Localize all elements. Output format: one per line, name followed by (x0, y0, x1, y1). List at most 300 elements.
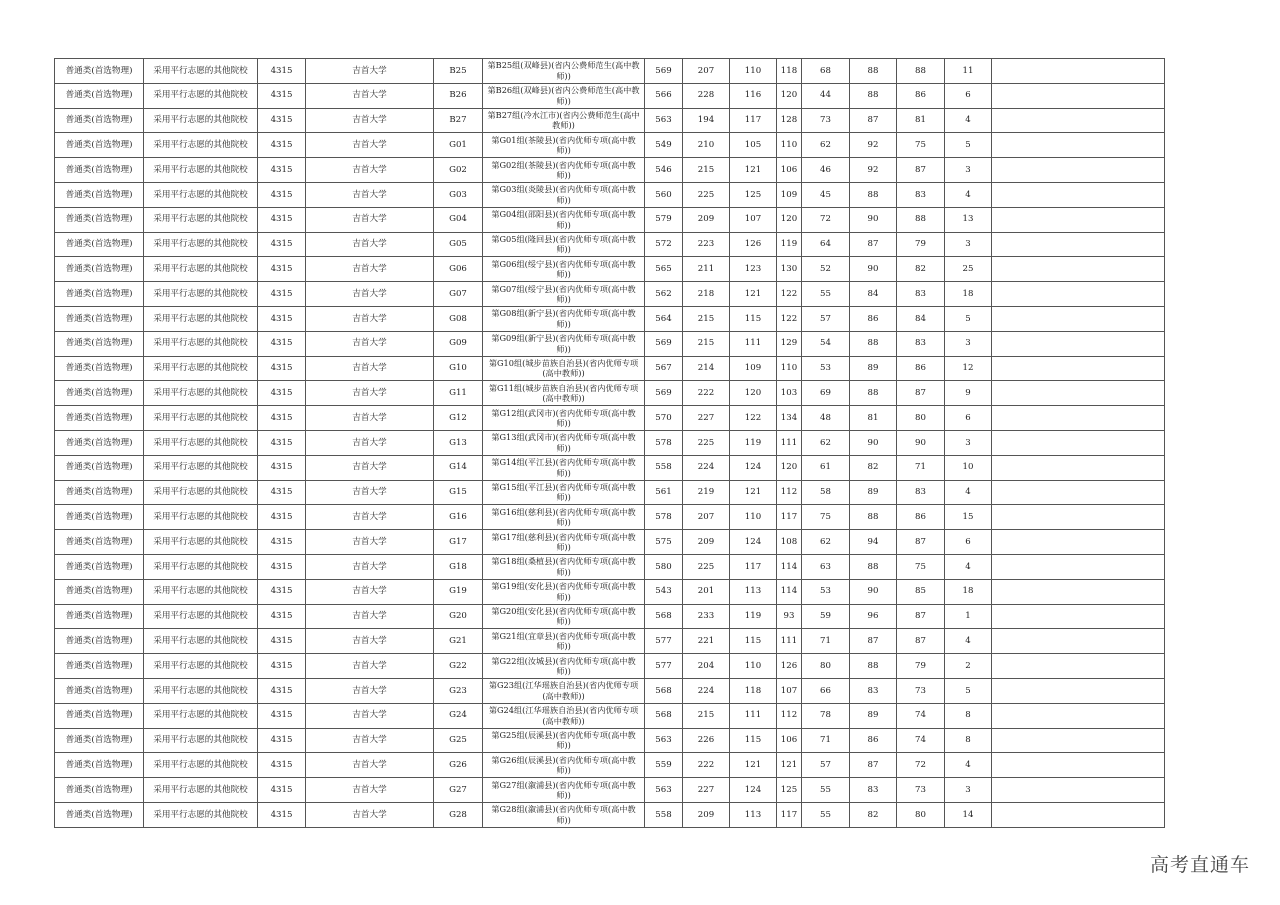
empty-cell (992, 430, 1165, 455)
school-name-cell: 吉首大学 (306, 430, 434, 455)
group-code-cell: G10 (434, 356, 483, 381)
score-cell: 11 (945, 59, 992, 84)
group-code-cell: G14 (434, 455, 483, 480)
school-code-cell: 4315 (258, 133, 306, 158)
score-cell: 117 (777, 505, 802, 530)
group-name-cell: 第G23组(江华瑶族自治县)(省内优师专项(高中教师)) (483, 678, 645, 703)
score-cell: 90 (850, 207, 897, 232)
table-row (55, 356, 1165, 381)
table-body (55, 59, 1165, 828)
school-name-cell: 吉首大学 (306, 158, 434, 183)
batch-cell: 采用平行志愿的其他院校 (144, 455, 258, 480)
school-name-cell: 吉首大学 (306, 505, 434, 530)
score-cell: 118 (730, 678, 777, 703)
school-code-cell: 4315 (258, 406, 306, 431)
group-code-cell: G13 (434, 430, 483, 455)
score-cell: 109 (777, 182, 802, 207)
score-cell: 119 (730, 430, 777, 455)
score-cell: 75 (897, 133, 945, 158)
table-row (55, 83, 1165, 108)
school-name-cell: 吉首大学 (306, 778, 434, 803)
group-name-cell: 第G26组(辰溪县)(省内优师专项(高中教师)) (483, 753, 645, 778)
category-cell: 普通类(首选物理) (55, 306, 144, 331)
score-cell: 55 (802, 802, 850, 827)
group-name-cell: 第G25组(辰溪县)(省内优师专项(高中教师)) (483, 728, 645, 753)
score-cell: 73 (897, 678, 945, 703)
school-name-cell: 吉首大学 (306, 728, 434, 753)
score-cell: 89 (850, 480, 897, 505)
category-cell: 普通类(首选物理) (55, 579, 144, 604)
school-name-cell: 吉首大学 (306, 306, 434, 331)
table-row (55, 554, 1165, 579)
school-code-cell: 4315 (258, 629, 306, 654)
score-cell: 112 (777, 480, 802, 505)
group-name-cell: 第G27组(溆浦县)(省内优师专项(高中教师)) (483, 778, 645, 803)
empty-cell (992, 381, 1165, 406)
school-code-cell: 4315 (258, 703, 306, 728)
score-cell: 73 (802, 108, 850, 133)
score-cell: 86 (897, 83, 945, 108)
category-cell: 普通类(首选物理) (55, 455, 144, 480)
school-code-cell: 4315 (258, 654, 306, 679)
score-cell: 120 (777, 455, 802, 480)
score-cell: 90 (897, 430, 945, 455)
batch-cell: 采用平行志愿的其他院校 (144, 306, 258, 331)
school-code-cell: 4315 (258, 257, 306, 282)
group-code-cell: G25 (434, 728, 483, 753)
score-cell: 224 (683, 455, 730, 480)
score-cell: 64 (802, 232, 850, 257)
batch-cell: 采用平行志愿的其他院校 (144, 207, 258, 232)
category-cell: 普通类(首选物理) (55, 778, 144, 803)
score-cell: 215 (683, 703, 730, 728)
score-cell: 6 (945, 83, 992, 108)
score-cell: 80 (897, 802, 945, 827)
score-cell: 82 (850, 455, 897, 480)
category-cell: 普通类(首选物理) (55, 728, 144, 753)
school-code-cell: 4315 (258, 356, 306, 381)
total-score-cell: 563 (645, 728, 683, 753)
group-code-cell: G02 (434, 158, 483, 183)
empty-cell (992, 232, 1165, 257)
group-name-cell: 第G08组(新宁县)(省内优师专项(高中教师)) (483, 306, 645, 331)
score-cell: 118 (777, 59, 802, 84)
watermark-logo-text: 高考直通车 (1149, 854, 1250, 876)
batch-cell: 采用平行志愿的其他院校 (144, 232, 258, 257)
group-code-cell: B25 (434, 59, 483, 84)
score-cell: 82 (850, 802, 897, 827)
score-cell: 55 (802, 778, 850, 803)
score-cell: 92 (850, 158, 897, 183)
score-cell: 46 (802, 158, 850, 183)
score-cell: 8 (945, 728, 992, 753)
batch-cell: 采用平行志愿的其他院校 (144, 356, 258, 381)
score-cell: 201 (683, 579, 730, 604)
school-name-cell: 吉首大学 (306, 381, 434, 406)
score-cell: 87 (897, 158, 945, 183)
score-cell: 227 (683, 778, 730, 803)
table-row (55, 257, 1165, 282)
group-code-cell: G18 (434, 554, 483, 579)
score-cell: 112 (777, 703, 802, 728)
total-score-cell: 569 (645, 381, 683, 406)
score-cell: 53 (802, 579, 850, 604)
empty-cell (992, 83, 1165, 108)
score-cell: 72 (897, 753, 945, 778)
group-name-cell: 第G11组(城步苗族自治县)(省内优师专项(高中教师)) (483, 381, 645, 406)
score-cell: 87 (850, 753, 897, 778)
empty-cell (992, 530, 1165, 555)
school-name-cell: 吉首大学 (306, 802, 434, 827)
score-cell: 209 (683, 802, 730, 827)
score-cell: 96 (850, 604, 897, 629)
group-name-cell: 第G20组(安化县)(省内优师专项(高中教师)) (483, 604, 645, 629)
group-code-cell: G20 (434, 604, 483, 629)
total-score-cell: 561 (645, 480, 683, 505)
batch-cell: 采用平行志愿的其他院校 (144, 654, 258, 679)
score-cell: 215 (683, 306, 730, 331)
score-cell: 94 (850, 530, 897, 555)
score-cell: 227 (683, 406, 730, 431)
score-cell: 72 (802, 207, 850, 232)
score-cell: 120 (730, 381, 777, 406)
score-cell: 78 (802, 703, 850, 728)
score-cell: 110 (777, 356, 802, 381)
total-score-cell: 570 (645, 406, 683, 431)
score-cell: 110 (730, 59, 777, 84)
category-cell: 普通类(首选物理) (55, 430, 144, 455)
group-code-cell: G19 (434, 579, 483, 604)
score-cell: 219 (683, 480, 730, 505)
table-row (55, 108, 1165, 133)
score-cell: 80 (802, 654, 850, 679)
score-cell: 218 (683, 282, 730, 307)
score-cell: 111 (777, 629, 802, 654)
table-row (55, 604, 1165, 629)
score-cell: 45 (802, 182, 850, 207)
score-cell: 134 (777, 406, 802, 431)
score-cell: 225 (683, 430, 730, 455)
total-score-cell: 572 (645, 232, 683, 257)
score-cell: 81 (850, 406, 897, 431)
school-code-cell: 4315 (258, 331, 306, 356)
score-cell: 223 (683, 232, 730, 257)
score-cell: 81 (897, 108, 945, 133)
school-code-cell: 4315 (258, 604, 306, 629)
group-code-cell: G26 (434, 753, 483, 778)
score-cell: 75 (897, 554, 945, 579)
table-row (55, 182, 1165, 207)
total-score-cell: 568 (645, 703, 683, 728)
category-cell: 普通类(首选物理) (55, 381, 144, 406)
group-name-cell: 第G17组(慈利县)(省内优师专项(高中教师)) (483, 530, 645, 555)
score-cell: 225 (683, 554, 730, 579)
group-name-cell: 第G10组(城步苗族自治县)(省内优师专项(高中教师)) (483, 356, 645, 381)
score-cell: 122 (777, 282, 802, 307)
table-row (55, 306, 1165, 331)
school-code-cell: 4315 (258, 381, 306, 406)
score-cell: 228 (683, 83, 730, 108)
empty-cell (992, 778, 1165, 803)
school-code-cell: 4315 (258, 455, 306, 480)
school-name-cell: 吉首大学 (306, 232, 434, 257)
group-name-cell: 第G14组(平江县)(省内优师专项(高中教师)) (483, 455, 645, 480)
score-cell: 113 (730, 579, 777, 604)
group-name-cell: 第G12组(武冈市)(省内优师专项(高中教师)) (483, 406, 645, 431)
total-score-cell: 563 (645, 108, 683, 133)
score-cell: 106 (777, 728, 802, 753)
score-cell: 107 (730, 207, 777, 232)
score-cell: 124 (730, 778, 777, 803)
score-cell: 88 (850, 381, 897, 406)
score-cell: 89 (850, 703, 897, 728)
total-score-cell: 546 (645, 158, 683, 183)
score-cell: 89 (850, 356, 897, 381)
score-cell: 114 (777, 554, 802, 579)
empty-cell (992, 480, 1165, 505)
school-code-cell: 4315 (258, 678, 306, 703)
score-cell: 126 (777, 654, 802, 679)
category-cell: 普通类(首选物理) (55, 480, 144, 505)
score-cell: 83 (897, 480, 945, 505)
score-cell: 130 (777, 257, 802, 282)
score-cell: 111 (730, 331, 777, 356)
score-cell: 25 (945, 257, 992, 282)
score-cell: 90 (850, 430, 897, 455)
school-name-cell: 吉首大学 (306, 356, 434, 381)
score-cell: 120 (777, 207, 802, 232)
empty-cell (992, 802, 1165, 827)
category-cell: 普通类(首选物理) (55, 133, 144, 158)
group-name-cell: 第G15组(平江县)(省内优师专项(高中教师)) (483, 480, 645, 505)
category-cell: 普通类(首选物理) (55, 654, 144, 679)
school-code-cell: 4315 (258, 83, 306, 108)
score-cell: 5 (945, 133, 992, 158)
group-name-cell: 第B25组(双峰县)(省内公费师范生(高中教师)) (483, 59, 645, 84)
empty-cell (992, 356, 1165, 381)
school-name-cell: 吉首大学 (306, 654, 434, 679)
score-cell: 88 (850, 654, 897, 679)
category-cell: 普通类(首选物理) (55, 108, 144, 133)
school-code-cell: 4315 (258, 59, 306, 84)
score-cell: 54 (802, 331, 850, 356)
batch-cell: 采用平行志愿的其他院校 (144, 530, 258, 555)
score-cell: 86 (897, 505, 945, 530)
score-cell: 83 (897, 331, 945, 356)
batch-cell: 采用平行志愿的其他院校 (144, 158, 258, 183)
table-row (55, 728, 1165, 753)
total-score-cell: 565 (645, 257, 683, 282)
score-cell: 88 (850, 182, 897, 207)
batch-cell: 采用平行志愿的其他院校 (144, 381, 258, 406)
score-cell: 121 (730, 753, 777, 778)
table-row (55, 778, 1165, 803)
empty-cell (992, 703, 1165, 728)
school-code-cell: 4315 (258, 232, 306, 257)
score-cell: 79 (897, 232, 945, 257)
empty-cell (992, 158, 1165, 183)
table-row (55, 703, 1165, 728)
score-cell: 215 (683, 331, 730, 356)
school-code-cell: 4315 (258, 802, 306, 827)
total-score-cell: 578 (645, 505, 683, 530)
table-row (55, 207, 1165, 232)
table-row (55, 430, 1165, 455)
score-cell: 88 (850, 59, 897, 84)
total-score-cell: 567 (645, 356, 683, 381)
school-code-cell: 4315 (258, 306, 306, 331)
score-cell: 2 (945, 654, 992, 679)
school-code-cell: 4315 (258, 778, 306, 803)
score-cell: 114 (777, 579, 802, 604)
group-code-cell: G09 (434, 331, 483, 356)
total-score-cell: 569 (645, 331, 683, 356)
category-cell: 普通类(首选物理) (55, 802, 144, 827)
score-cell: 109 (730, 356, 777, 381)
group-code-cell: G06 (434, 257, 483, 282)
score-cell: 71 (802, 728, 850, 753)
score-cell: 5 (945, 678, 992, 703)
total-score-cell: 558 (645, 802, 683, 827)
total-score-cell: 575 (645, 530, 683, 555)
category-cell: 普通类(首选物理) (55, 604, 144, 629)
score-cell: 117 (730, 554, 777, 579)
score-cell: 93 (777, 604, 802, 629)
school-name-cell: 吉首大学 (306, 133, 434, 158)
score-cell: 73 (897, 778, 945, 803)
score-cell: 119 (730, 604, 777, 629)
group-name-cell: 第G16组(慈利县)(省内优师专项(高中教师)) (483, 505, 645, 530)
school-code-cell: 4315 (258, 505, 306, 530)
empty-cell (992, 455, 1165, 480)
score-cell: 84 (897, 306, 945, 331)
school-code-cell: 4315 (258, 530, 306, 555)
school-code-cell: 4315 (258, 282, 306, 307)
school-name-cell: 吉首大学 (306, 282, 434, 307)
batch-cell: 采用平行志愿的其他院校 (144, 505, 258, 530)
score-cell: 83 (897, 182, 945, 207)
total-score-cell: 579 (645, 207, 683, 232)
table-row (55, 505, 1165, 530)
score-cell: 108 (777, 530, 802, 555)
score-cell: 207 (683, 59, 730, 84)
batch-cell: 采用平行志愿的其他院校 (144, 554, 258, 579)
batch-cell: 采用平行志愿的其他院校 (144, 480, 258, 505)
group-name-cell: 第G06组(绥宁县)(省内优师专项(高中教师)) (483, 257, 645, 282)
batch-cell: 采用平行志愿的其他院校 (144, 802, 258, 827)
score-cell: 87 (850, 232, 897, 257)
score-cell: 6 (945, 406, 992, 431)
score-cell: 115 (730, 728, 777, 753)
category-cell: 普通类(首选物理) (55, 554, 144, 579)
score-cell: 10 (945, 455, 992, 480)
score-cell: 59 (802, 604, 850, 629)
group-name-cell: 第G28组(溆浦县)(省内优师专项(高中教师)) (483, 802, 645, 827)
table-row (55, 678, 1165, 703)
score-cell: 12 (945, 356, 992, 381)
score-cell: 121 (730, 282, 777, 307)
score-cell: 117 (777, 802, 802, 827)
score-cell: 55 (802, 282, 850, 307)
empty-cell (992, 753, 1165, 778)
school-name-cell: 吉首大学 (306, 59, 434, 84)
table-row (55, 455, 1165, 480)
school-code-cell: 4315 (258, 554, 306, 579)
group-name-cell: 第G24组(江华瑶族自治县)(省内优师专项(高中教师)) (483, 703, 645, 728)
score-cell: 18 (945, 282, 992, 307)
empty-cell (992, 604, 1165, 629)
school-name-cell: 吉首大学 (306, 108, 434, 133)
group-code-cell: B26 (434, 83, 483, 108)
score-cell: 90 (850, 257, 897, 282)
category-cell: 普通类(首选物理) (55, 703, 144, 728)
score-cell: 126 (730, 232, 777, 257)
score-cell: 86 (850, 306, 897, 331)
score-cell: 58 (802, 480, 850, 505)
group-code-cell: G22 (434, 654, 483, 679)
score-cell: 224 (683, 678, 730, 703)
category-cell: 普通类(首选物理) (55, 331, 144, 356)
score-cell: 128 (777, 108, 802, 133)
category-cell: 普通类(首选物理) (55, 83, 144, 108)
score-cell: 92 (850, 133, 897, 158)
total-score-cell: 578 (645, 430, 683, 455)
empty-cell (992, 108, 1165, 133)
group-code-cell: G08 (434, 306, 483, 331)
batch-cell: 采用平行志愿的其他院校 (144, 83, 258, 108)
score-cell: 125 (777, 778, 802, 803)
score-table-container (54, 58, 1165, 828)
empty-cell (992, 182, 1165, 207)
group-name-cell: 第G22组(汝城县)(省内优师专项(高中教师)) (483, 654, 645, 679)
school-name-cell: 吉首大学 (306, 579, 434, 604)
batch-cell: 采用平行志愿的其他院校 (144, 728, 258, 753)
category-cell: 普通类(首选物理) (55, 753, 144, 778)
empty-cell (992, 579, 1165, 604)
score-cell: 209 (683, 207, 730, 232)
school-name-cell: 吉首大学 (306, 207, 434, 232)
score-cell: 57 (802, 753, 850, 778)
school-name-cell: 吉首大学 (306, 604, 434, 629)
score-cell: 71 (802, 629, 850, 654)
school-name-cell: 吉首大学 (306, 331, 434, 356)
score-cell: 68 (802, 59, 850, 84)
school-code-cell: 4315 (258, 182, 306, 207)
score-cell: 124 (730, 530, 777, 555)
category-cell: 普通类(首选物理) (55, 207, 144, 232)
table-row (55, 530, 1165, 555)
school-name-cell: 吉首大学 (306, 83, 434, 108)
batch-cell: 采用平行志愿的其他院校 (144, 604, 258, 629)
score-cell: 5 (945, 306, 992, 331)
empty-cell (992, 629, 1165, 654)
category-cell: 普通类(首选物理) (55, 232, 144, 257)
score-cell: 226 (683, 728, 730, 753)
school-code-cell: 4315 (258, 480, 306, 505)
group-code-cell: G07 (434, 282, 483, 307)
empty-cell (992, 306, 1165, 331)
score-cell: 207 (683, 505, 730, 530)
group-name-cell: 第G21组(宜章县)(省内优师专项(高中教师)) (483, 629, 645, 654)
score-cell: 120 (777, 83, 802, 108)
category-cell: 普通类(首选物理) (55, 406, 144, 431)
score-cell: 110 (777, 133, 802, 158)
score-cell: 122 (777, 306, 802, 331)
score-cell: 3 (945, 778, 992, 803)
score-cell: 3 (945, 158, 992, 183)
group-name-cell: 第G04组(邵阳县)(省内优师专项(高中教师)) (483, 207, 645, 232)
batch-cell: 采用平行志愿的其他院校 (144, 579, 258, 604)
